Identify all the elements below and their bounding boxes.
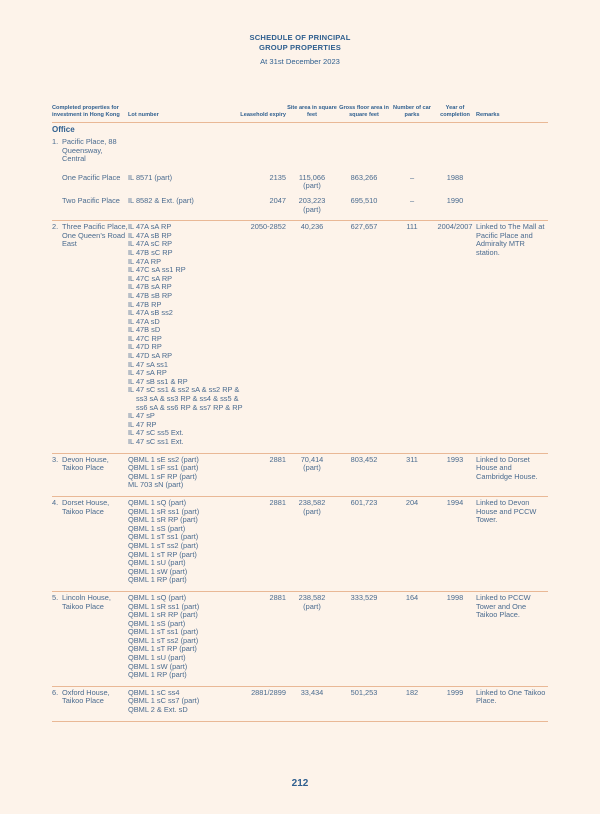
table-header-row bbox=[52, 105, 548, 123]
site-area-note: (part) bbox=[303, 601, 321, 611]
lot-number: IL 47A sB ss2 bbox=[128, 308, 173, 318]
site-area bbox=[286, 496, 338, 591]
site-area bbox=[286, 686, 338, 721]
site-area-value: 203,223 bbox=[298, 195, 326, 205]
lot-number: IL 47B sA RP bbox=[128, 282, 172, 292]
gross-floor-area-value: 863,266 bbox=[350, 172, 378, 182]
property-name bbox=[52, 686, 128, 721]
property-name-text: Lincoln House, Taikoo Place bbox=[62, 592, 111, 611]
row-number: 6. bbox=[52, 687, 59, 697]
lot-number: IL 47 sA ss1 bbox=[128, 359, 168, 369]
year-completion-value: 2004/2007 bbox=[437, 222, 473, 232]
leasehold-expiry-value: 2047 bbox=[269, 195, 286, 205]
section-heading: Office bbox=[52, 125, 75, 135]
lot-number: IL 47B sD bbox=[128, 325, 161, 335]
leasehold-expiry bbox=[238, 591, 286, 686]
lot-number: QBML 1 RP (part) bbox=[128, 670, 187, 680]
lot-number: IL 47B sC RP bbox=[128, 247, 173, 257]
car-parks-value: – bbox=[409, 172, 415, 182]
title-line-2: GROUP PROPERTIES bbox=[259, 43, 341, 52]
remarks-value: Linked to Dorset House and Cambridge House. bbox=[476, 454, 538, 481]
year-completion bbox=[434, 174, 476, 191]
property-name-text: Devon House, Taikoo Place bbox=[62, 454, 109, 473]
lot-numbers bbox=[128, 686, 238, 721]
lot-number: IL 47C sA ss1 RP bbox=[128, 265, 186, 275]
table-row bbox=[52, 221, 548, 453]
remarks bbox=[476, 197, 548, 214]
gross-floor-area-value: 333,529 bbox=[350, 592, 378, 602]
year-completion bbox=[434, 197, 476, 214]
document-title bbox=[0, 33, 600, 53]
leasehold-expiry-value: 2881/2899 bbox=[251, 687, 286, 697]
lot-number: IL 47C sA RP bbox=[128, 273, 173, 283]
lot-number: IL 47 sC ss1 & ss2 sA & ss2 RP & bbox=[128, 385, 240, 395]
lot-number: IL 47D sA RP bbox=[128, 351, 173, 361]
property-name bbox=[52, 453, 128, 496]
site-area-note: (part) bbox=[303, 181, 321, 191]
year-completion-value: 1994 bbox=[446, 497, 464, 507]
lot-number: IL 47B RP bbox=[128, 299, 162, 309]
site-area-note: (part) bbox=[303, 506, 321, 516]
gross-floor-area bbox=[338, 591, 390, 686]
gross-floor-area bbox=[338, 496, 390, 591]
site-area-value: 33,434 bbox=[300, 687, 324, 697]
lot-number: IL 47A sC RP bbox=[128, 239, 173, 249]
site-area bbox=[286, 197, 338, 214]
site-area-value: 238,582 bbox=[298, 497, 326, 507]
row-number: 3. bbox=[52, 454, 59, 464]
car-parks bbox=[390, 453, 434, 496]
year-completion bbox=[434, 453, 476, 496]
car-parks bbox=[390, 591, 434, 686]
car-parks-value: – bbox=[409, 195, 415, 205]
lot-number: QBML 1 sR ss1 (part) bbox=[128, 601, 200, 611]
table-row bbox=[52, 496, 548, 591]
year-completion-value: 1998 bbox=[446, 592, 464, 602]
site-area-value: 40,236 bbox=[300, 222, 324, 232]
lot-number: IL 47 sC ss1 Ext. bbox=[128, 437, 184, 446]
col-header-property: Completed properties for investment in Hong Kong bbox=[52, 105, 128, 123]
lot-number: IL 47A sB RP bbox=[128, 230, 172, 240]
lot-number: ML 703 sN (part) bbox=[128, 480, 184, 490]
property-schedule-table bbox=[52, 105, 548, 722]
leasehold-expiry-value: 2881 bbox=[269, 497, 286, 507]
lot-number: QBML 2 & Ext. sD bbox=[128, 705, 188, 715]
leasehold-expiry bbox=[238, 197, 286, 214]
remarks bbox=[476, 221, 548, 453]
table-subrow bbox=[52, 174, 548, 191]
lot-numbers bbox=[128, 221, 243, 453]
lot-number: IL 47 sA RP bbox=[128, 368, 167, 378]
lot-number: QBML 1 RP (part) bbox=[128, 575, 187, 585]
car-parks-value: 182 bbox=[405, 687, 419, 697]
lot-number-value: IL 8582 & Ext. (part) bbox=[128, 195, 194, 205]
year-completion bbox=[434, 686, 476, 721]
lot-number: QBML 1 sF ss1 (part) bbox=[128, 463, 199, 473]
table-row bbox=[52, 591, 548, 686]
gross-floor-area-value: 627,657 bbox=[350, 222, 378, 232]
leasehold-expiry bbox=[238, 221, 286, 453]
property-name-text: Oxford House, Taikoo Place bbox=[62, 687, 110, 706]
car-parks bbox=[390, 221, 434, 453]
col-header-car: Number of car parks bbox=[390, 105, 434, 123]
lot-number: QBML 1 sS (part) bbox=[128, 523, 186, 533]
lot-number: QBML 1 sT ss2 (part) bbox=[128, 540, 199, 550]
lot-number bbox=[128, 197, 238, 214]
site-area bbox=[286, 591, 338, 686]
lot-numbers bbox=[128, 496, 238, 591]
lot-number: QBML 1 sW (part) bbox=[128, 661, 188, 671]
property-name-text: Three Pacific Place, One Queen’s Road East bbox=[62, 222, 128, 249]
sub-property-name-value: One Pacific Place bbox=[62, 172, 121, 182]
lot-number: QBML 1 sE ss2 (part) bbox=[128, 454, 199, 464]
lot-number: QBML 1 sF RP (part) bbox=[128, 471, 197, 481]
col-header-year: Year of completion bbox=[434, 105, 476, 123]
site-area-note: (part) bbox=[303, 463, 321, 473]
table-row bbox=[52, 686, 548, 721]
col-header-lot: Lot number bbox=[128, 105, 238, 123]
lot-number bbox=[128, 174, 238, 191]
site-area-note: (part) bbox=[303, 204, 321, 214]
col-header-lease: Leasehold expiry bbox=[238, 105, 286, 123]
site-area-value: 238,582 bbox=[298, 592, 326, 602]
lot-number: QBML 1 sU (part) bbox=[128, 653, 186, 663]
lot-number: QBML 1 sR RP (part) bbox=[128, 515, 198, 525]
gross-floor-area bbox=[338, 174, 390, 191]
site-area-value: 115,066 bbox=[298, 172, 326, 182]
remarks-value: Linked to Devon House and PCCW Tower. bbox=[476, 497, 537, 525]
lot-number: IL 47D RP bbox=[128, 342, 162, 352]
lot-number: ss6 sA & ss6 RP & ss7 RP & RP bbox=[136, 402, 243, 412]
row-number: 5. bbox=[52, 592, 59, 602]
leasehold-expiry bbox=[238, 686, 286, 721]
sub-property-name bbox=[52, 197, 128, 214]
lot-number: QBML 1 sT ss1 (part) bbox=[128, 532, 199, 542]
lot-number: IL 47A RP bbox=[128, 256, 162, 266]
lot-number: QBML 1 sC ss7 (part) bbox=[128, 696, 200, 706]
lot-number: QBML 1 sT RP (part) bbox=[128, 549, 197, 559]
page-number: 212 bbox=[291, 778, 309, 789]
sub-property-name bbox=[52, 174, 128, 191]
col-header-site: Site area in square feet bbox=[286, 105, 338, 123]
year-completion bbox=[434, 496, 476, 591]
lot-number: IL 47 sC ss5 Ext. bbox=[128, 428, 184, 438]
remarks bbox=[476, 174, 548, 191]
row-number: 4. bbox=[52, 497, 59, 507]
property-name bbox=[52, 591, 128, 686]
remarks bbox=[476, 591, 548, 686]
car-parks bbox=[390, 686, 434, 721]
col-header-remarks: Remarks bbox=[476, 105, 548, 123]
gross-floor-area-value: 501,253 bbox=[350, 687, 378, 697]
lot-number: QBML 1 sR ss1 (part) bbox=[128, 506, 200, 516]
gross-floor-area bbox=[338, 221, 390, 453]
lot-number: IL 47C RP bbox=[128, 333, 162, 343]
lot-number: QBML 1 sQ (part) bbox=[128, 592, 187, 602]
remarks-value: Linked to The Mall at Pacific Place and Admiralty MTR station. bbox=[476, 222, 545, 257]
property-name bbox=[52, 221, 128, 453]
lot-number: IL 47 sP bbox=[128, 411, 155, 421]
lot-number: QBML 1 sT ss2 (part) bbox=[128, 635, 199, 645]
remarks-value: Linked to One Taikoo Place. bbox=[476, 687, 546, 706]
site-area bbox=[286, 174, 338, 191]
lot-number: QBML 1 sQ (part) bbox=[128, 497, 187, 507]
gross-floor-area-value: 695,510 bbox=[350, 195, 378, 205]
lot-number: IL 47A sD bbox=[128, 316, 160, 326]
remarks bbox=[476, 686, 548, 721]
lot-number: QBML 1 sS (part) bbox=[128, 618, 186, 628]
year-completion-value: 1999 bbox=[446, 687, 464, 697]
leasehold-expiry bbox=[238, 453, 286, 496]
lot-number: QBML 1 sT ss1 (part) bbox=[128, 627, 199, 637]
year-completion-value: 1990 bbox=[446, 195, 464, 205]
lot-numbers bbox=[128, 591, 238, 686]
property-name bbox=[52, 496, 128, 591]
row-number: 2. bbox=[52, 222, 59, 232]
site-area bbox=[286, 453, 338, 496]
gross-floor-area bbox=[338, 686, 390, 721]
lot-numbers bbox=[128, 453, 238, 496]
lot-number: QBML 1 sW (part) bbox=[128, 566, 188, 576]
year-completion-value: 1988 bbox=[446, 172, 464, 182]
lot-number: QBML 1 sT RP (part) bbox=[128, 644, 197, 654]
remarks bbox=[476, 453, 548, 496]
lot-number: QBML 1 sC ss4 bbox=[128, 687, 180, 697]
car-parks-value: 204 bbox=[405, 497, 419, 507]
document-subtitle: At 31st December 2023 bbox=[260, 57, 340, 66]
gross-floor-area bbox=[338, 453, 390, 496]
lot-number: ss3 sA & ss3 RP & ss4 & ss5 & bbox=[136, 394, 239, 404]
year-completion bbox=[434, 591, 476, 686]
car-parks bbox=[390, 496, 434, 591]
site-area bbox=[286, 221, 338, 453]
car-parks-value: 164 bbox=[405, 592, 419, 602]
lot-number: QBML 1 sU (part) bbox=[128, 558, 186, 568]
sub-property-name-value: Two Pacific Place bbox=[62, 195, 120, 205]
remarks bbox=[476, 496, 548, 591]
leasehold-expiry-value: 2881 bbox=[269, 592, 286, 602]
lot-number: IL 47 RP bbox=[128, 419, 157, 429]
gross-floor-area bbox=[338, 197, 390, 214]
car-parks-value: 111 bbox=[406, 222, 418, 232]
table-subrow bbox=[52, 197, 548, 214]
car-parks bbox=[390, 174, 434, 191]
col-header-gfa: Gross floor area in square feet bbox=[338, 105, 390, 123]
leasehold-expiry-value: 2135 bbox=[269, 172, 286, 182]
title-line-1: SCHEDULE OF PRINCIPAL bbox=[249, 33, 351, 42]
car-parks bbox=[390, 197, 434, 214]
site-area-value: 70,414 bbox=[300, 454, 324, 464]
lot-number: IL 47A sA RP bbox=[128, 222, 172, 232]
remarks-value: Linked to PCCW Tower and One Taikoo Place. bbox=[476, 592, 531, 620]
leasehold-expiry-value: 2050-2852 bbox=[250, 222, 286, 232]
gross-floor-area-value: 803,452 bbox=[350, 454, 378, 464]
property-name bbox=[52, 138, 548, 174]
table-row bbox=[52, 138, 548, 174]
year-completion bbox=[434, 221, 476, 453]
property-name-text: Pacific Place, 88 Queensway, Central bbox=[62, 137, 117, 164]
lot-number: QBML 1 sR RP (part) bbox=[128, 610, 198, 620]
property-name-text: Dorset House, Taikoo Place bbox=[62, 497, 110, 516]
leasehold-expiry-value: 2881 bbox=[269, 454, 286, 464]
gross-floor-area-value: 601,723 bbox=[350, 497, 378, 507]
row-number: 1. bbox=[52, 137, 59, 146]
leasehold-expiry bbox=[238, 174, 286, 191]
lot-number-value: IL 8571 (part) bbox=[128, 172, 173, 182]
lot-number: IL 47 sB ss1 & RP bbox=[128, 376, 188, 386]
lot-number: IL 47B sB RP bbox=[128, 290, 173, 300]
table-row bbox=[52, 453, 548, 496]
year-completion-value: 1993 bbox=[446, 454, 464, 464]
leasehold-expiry bbox=[238, 496, 286, 591]
car-parks-value: 311 bbox=[406, 454, 418, 464]
